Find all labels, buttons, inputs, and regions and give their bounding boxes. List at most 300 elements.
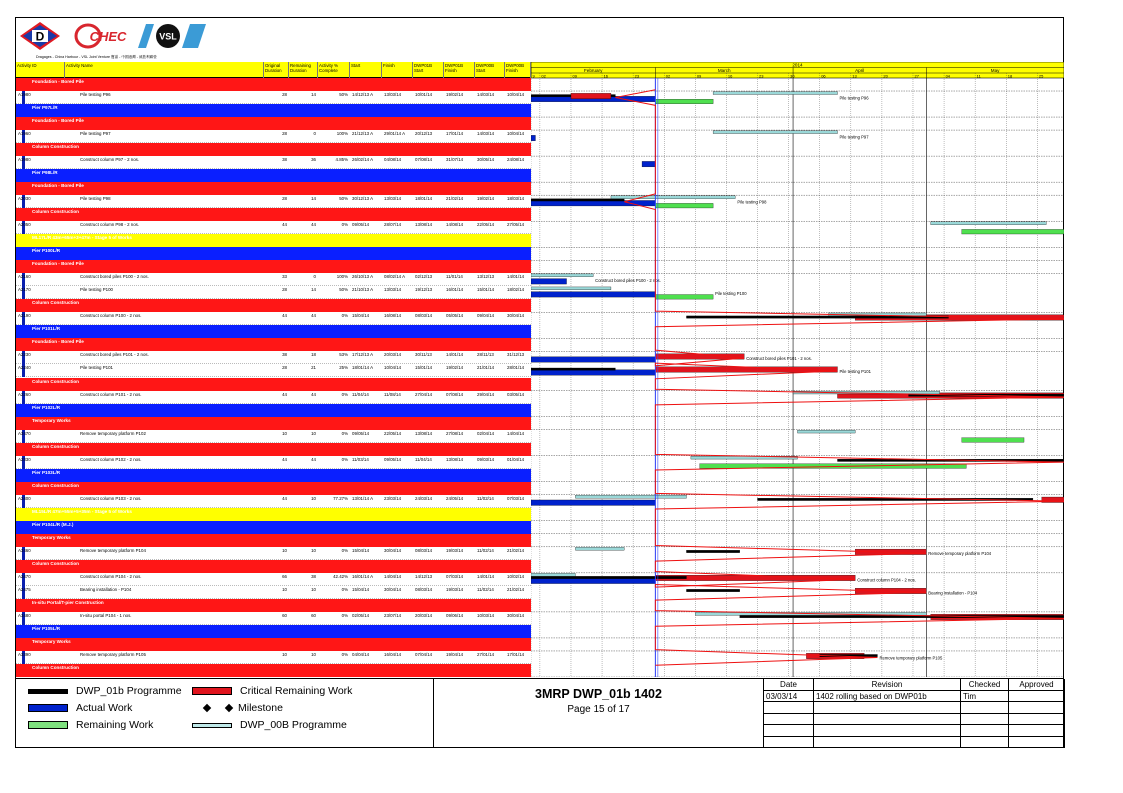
work-group-band[interactable] <box>16 143 531 156</box>
cell-rd: 21 <box>311 365 316 371</box>
pier-band[interactable] <box>16 404 531 417</box>
bar-dwp00b <box>611 196 735 199</box>
bar-label: Construct bored piles P101 - 2 nos. <box>746 355 812 361</box>
bar-dwp00b <box>798 430 856 433</box>
band-label: Column Construction <box>32 209 79 215</box>
work-group-band[interactable] <box>16 443 531 456</box>
cell-od: 33 <box>282 274 287 280</box>
timescale-week: 20 <box>883 73 888 79</box>
bar-dwp00b <box>713 92 837 95</box>
cell-f0: 17/01/14 <box>507 651 525 657</box>
cell-s0: 21/01/14 <box>477 365 495 371</box>
cell-s1: 13/08/14 <box>415 430 433 436</box>
cell-od: 44 <box>282 391 287 397</box>
pier-band[interactable] <box>16 521 531 534</box>
band-label: Foundation - Bored Pile <box>32 183 84 189</box>
cell-id: A2050 <box>18 222 31 228</box>
cell-name: Pile testing P100 <box>80 287 113 293</box>
cell-start: 09/05/14 <box>352 222 370 228</box>
timescale-week: 27 <box>914 73 919 79</box>
bar-label: Pile testing P101 <box>839 368 871 374</box>
col-header-dwp00b-start[interactable]: DWP00B Start <box>475 62 505 78</box>
cell-name: Construct column P102 - 2 nos. <box>80 456 142 462</box>
bar-actual <box>531 500 655 505</box>
activity-row[interactable] <box>16 351 531 364</box>
activity-row[interactable] <box>16 573 531 586</box>
cell-f0: 01/04/14 <box>507 456 525 462</box>
cell-s1: 13/08/14 <box>415 222 433 228</box>
band-label: Pier P98L/R <box>32 170 58 176</box>
cell-f1: 17/01/14 <box>446 131 464 137</box>
activity-row[interactable] <box>16 612 531 625</box>
band-label: Foundation - Bored Pile <box>32 339 84 345</box>
cell-f0: 10/04/14 <box>507 92 525 98</box>
revision-header-cell: Approved <box>1009 679 1065 691</box>
bar-actual <box>642 161 655 166</box>
cell-name: Construct column P98 - 2 nos. <box>80 222 140 228</box>
cell-rd: 14 <box>311 92 316 98</box>
revision-cell <box>961 737 1009 749</box>
legend <box>16 678 434 748</box>
legend-programme-label: DWP_01b Programme <box>76 685 182 697</box>
work-group-band[interactable] <box>16 560 531 573</box>
bar-programme <box>686 589 739 591</box>
cell-s1: 20/12/13 <box>415 131 433 137</box>
bar-actual <box>531 357 655 362</box>
cell-name: Construct column P100 - 2 nos. <box>80 313 142 319</box>
col-header-dwp01b-start[interactable]: DWP01B Start <box>413 62 444 78</box>
work-group-band[interactable] <box>16 638 531 651</box>
legend-remaining <box>28 719 153 731</box>
cell-f0: 31/12/13 <box>507 352 525 358</box>
bar-label: Construct column P104 - 2 nos. <box>857 577 916 583</box>
logo-caption: Dragages - China Harbour - VSL Joint Venture 寶嘉 - 中國港灣 - 威胜利聯營 <box>36 55 157 59</box>
cell-s1: 10/01/14 <box>415 92 433 98</box>
cell-s1: 24/03/14 <box>415 495 433 501</box>
activity-row[interactable] <box>16 430 531 443</box>
bar-label: Pile testing P100 <box>715 290 747 296</box>
cell-s0: 13/12/13 <box>477 274 495 280</box>
gantt-svg <box>531 62 1064 677</box>
legend-dwp00b-label: DWP_00B Programme <box>240 719 347 731</box>
bar-label: Pile testing P98 <box>737 199 767 205</box>
activity-row[interactable] <box>16 547 531 560</box>
col-header-activity-id[interactable]: Activity ID <box>16 62 65 78</box>
cell-finish: 30/04/14 <box>384 586 402 592</box>
timescale-week: 06 <box>821 73 826 79</box>
band-label: Column Construction <box>32 560 79 566</box>
cell-od: 44 <box>282 495 287 501</box>
pier-band[interactable] <box>16 247 531 260</box>
work-group-band[interactable] <box>16 482 531 495</box>
cell-s0: 27/01/14 <box>477 651 495 657</box>
bar-dwp00b <box>575 495 686 498</box>
activity-row[interactable] <box>16 156 531 169</box>
cell-rd: 44 <box>311 456 316 462</box>
cell-od: 28 <box>282 196 287 202</box>
cell-finish: 13/03/14 <box>384 287 402 293</box>
revision-table <box>763 678 1064 748</box>
revision-cell <box>814 725 961 737</box>
legend-milestone <box>198 702 283 714</box>
cell-od: 10 <box>282 430 287 436</box>
col-header-activity-name[interactable]: Activity Name <box>65 62 264 78</box>
col-header-dwp01b-finish[interactable]: DWP01B Finish <box>444 62 475 78</box>
band-label: Column Construction <box>32 482 79 488</box>
col-header-remaining-duration[interactable]: Remaining Duration <box>289 62 318 78</box>
cell-s0: 14/03/14 <box>477 131 495 137</box>
cell-f0: 30/04/14 <box>507 313 525 319</box>
cell-s1: 30/11/13 <box>415 352 432 358</box>
band-label: Column Construction <box>32 443 79 449</box>
bar-dwp00b <box>531 573 575 576</box>
cell-od: 28 <box>282 287 287 293</box>
band-label: Column Construction <box>32 378 79 384</box>
col-header-dwp00b-finish[interactable]: DWP00B Finish <box>505 62 531 78</box>
revision-cell <box>1009 737 1065 749</box>
cell-s1: 14/12/13 <box>415 573 433 579</box>
activity-row[interactable] <box>16 221 531 234</box>
cell-finish: 11/08/14 <box>384 391 401 397</box>
cell-id: A2240 <box>18 365 31 371</box>
cell-start: 16/01/14 A <box>352 573 373 579</box>
cell-s0: 15/01/14 <box>477 287 495 293</box>
band-label: Pier P104L/R (M.J.) <box>32 521 74 527</box>
cell-s0: 14/03/14 <box>477 92 495 98</box>
band-label: ML15L/R 47m+55m+5+35m - Stage 5 of Works <box>32 508 132 514</box>
cell-start: 02/05/14 <box>352 612 370 618</box>
revision-cell <box>1009 702 1065 714</box>
cell-f0: 10/02/14 <box>507 573 525 579</box>
cell-finish: 09/05/14 <box>384 456 402 462</box>
cell-f1: 09/06/14 <box>446 612 464 618</box>
activity-row[interactable] <box>16 495 531 508</box>
work-group-band[interactable] <box>16 182 531 195</box>
pier-band[interactable] <box>16 625 531 638</box>
col-header-start[interactable]: Start <box>350 62 382 78</box>
revision-cell <box>814 714 961 726</box>
bar-actual <box>531 135 535 140</box>
revision-cell: 1402 rolling based on DWP01b <box>814 691 961 703</box>
band-label: Pier P100L/R <box>32 248 61 254</box>
activity-row[interactable] <box>16 312 531 325</box>
cell-s1: 18/01/14 <box>415 196 433 202</box>
activity-row[interactable] <box>16 195 531 208</box>
cell-od: 28 <box>282 92 287 98</box>
cell-s1: 20/03/14 <box>415 612 433 618</box>
legend-actual-swatch <box>28 704 68 712</box>
cell-f0: 14/01/14 <box>507 274 525 280</box>
cell-od: 44 <box>282 313 287 319</box>
pier-band[interactable] <box>16 104 531 117</box>
timescale-month: May <box>990 68 1000 73</box>
work-group-band[interactable] <box>16 260 531 273</box>
work-group-band[interactable] <box>16 208 531 221</box>
timescale-week: 16 <box>727 73 733 79</box>
cell-id: A3480 <box>18 612 31 618</box>
band-label: Temporary Works <box>32 638 71 644</box>
cell-f0: 24/08/14 <box>507 157 525 163</box>
cell-name: Pile testing P101 <box>80 365 113 371</box>
milestone-diamond-icon-2 <box>225 704 233 712</box>
bar-label: Remove temporary platform P105 <box>879 655 943 661</box>
activity-row[interactable] <box>16 91 531 104</box>
cell-od: 28 <box>282 365 287 371</box>
work-group-band[interactable] <box>16 78 531 91</box>
work-group-band[interactable] <box>16 417 531 430</box>
cell-f0: 27/05/14 <box>507 222 525 228</box>
cell-s1: 27/04/14 <box>415 391 433 397</box>
cell-id: A1980 <box>18 92 31 98</box>
table-body <box>16 78 531 677</box>
cell-od: 28 <box>282 131 287 137</box>
work-group-band[interactable] <box>16 117 531 130</box>
activity-row[interactable] <box>16 273 531 286</box>
cell-s1: 19/12/13 <box>415 287 433 293</box>
cell-rd: 18 <box>311 352 316 358</box>
cell-start: 18/01/14 A <box>352 365 373 371</box>
pier-band[interactable] <box>16 325 531 338</box>
revision-cell <box>814 737 961 749</box>
bar-actual <box>531 370 655 375</box>
legend-critical <box>192 685 352 697</box>
col-header-percent-complete[interactable]: Activity % Complete <box>318 62 350 78</box>
work-group-band[interactable] <box>16 664 531 677</box>
cell-f1: 19/03/14 <box>446 586 464 592</box>
cell-od: 10 <box>282 651 287 657</box>
work-group-band[interactable] <box>16 338 531 351</box>
band-label: Column Construction <box>32 300 79 306</box>
cell-od: 44 <box>282 456 287 462</box>
cell-f1: 11/01/14 <box>446 274 463 280</box>
bar-label: Pile testing P97 <box>839 134 869 140</box>
bar-label: Construct bored piles P100 - 2 nos. <box>595 277 661 283</box>
cell-rd: 14 <box>311 287 316 293</box>
activity-row[interactable] <box>16 286 531 299</box>
cell-finish: 14/04/14 <box>384 573 402 579</box>
legend-critical-label: Critical Remaining Work <box>240 685 353 697</box>
cell-pc: 50% <box>339 287 348 293</box>
cell-start: 09/05/14 <box>352 430 370 436</box>
activity-row[interactable] <box>16 586 531 599</box>
cell-start: 15/04/14 <box>352 547 370 553</box>
band-label: Temporary Works <box>32 417 71 423</box>
stage-band[interactable] <box>16 508 531 521</box>
logo-strip <box>16 18 526 62</box>
legend-dwp00b-swatch <box>192 723 232 728</box>
cell-pc: 0% <box>341 430 348 436</box>
cell-start: 11/03/14 <box>352 456 369 462</box>
revision-header-cell: Date <box>764 679 814 691</box>
col-header-finish[interactable]: Finish <box>382 62 413 78</box>
cell-start: 13/01/14 A <box>352 495 373 501</box>
bar-actual <box>531 578 655 583</box>
stage-band[interactable] <box>16 234 531 247</box>
cell-finish: 23/07/14 <box>384 612 402 618</box>
cell-finish: 23/03/14 <box>384 495 402 501</box>
cell-rd: 10 <box>311 586 316 592</box>
cell-pc: 0% <box>341 547 348 553</box>
work-group-band[interactable] <box>16 299 531 312</box>
bar-actual <box>531 292 655 297</box>
bar-remaining <box>655 99 713 104</box>
legend-actual-label: Actual Work <box>76 702 133 714</box>
legend-dwp00b <box>192 719 347 731</box>
timescale-month: February <box>583 68 603 73</box>
cell-s0: 14/01/14 <box>477 573 495 579</box>
bar-programme <box>531 368 615 370</box>
cell-start: 26/02/14 A <box>352 157 373 163</box>
band-label: Foundation - Bored Pile <box>32 261 84 267</box>
cell-s1: 11/04/14 <box>415 456 432 462</box>
cell-rd: 0 <box>313 274 316 280</box>
cell-name: Remove temporary platform P102 <box>80 430 146 436</box>
activity-row[interactable] <box>16 364 531 377</box>
cell-id: A2230 <box>18 352 31 358</box>
activity-row[interactable] <box>16 130 531 143</box>
pier-band[interactable] <box>16 169 531 182</box>
cell-finish: 29/01/14 A <box>384 131 405 137</box>
revision-row <box>764 725 1065 737</box>
gantt-chart <box>531 62 1064 677</box>
cell-s1: 07/04/14 <box>415 651 433 657</box>
cell-finish: 04/08/14 <box>384 157 402 163</box>
cell-rd: 10 <box>311 547 316 553</box>
timescale-week: 13 <box>852 73 857 79</box>
cell-id: A1980 <box>18 157 31 163</box>
revision-row <box>764 737 1065 749</box>
band-label: Pier P103L/R <box>32 469 61 475</box>
cell-start: 15/04/14 <box>352 586 370 592</box>
cell-f0: 28/01/14 <box>507 365 525 371</box>
vsl-logo <box>136 22 206 50</box>
chec-logo <box>74 23 132 49</box>
cell-f0: 18/03/14 <box>507 196 525 202</box>
cell-f1: 21/02/14 <box>446 196 464 202</box>
timescale-year: 2014 <box>792 62 803 68</box>
cell-name: In-situ portal P104 - 1 nos. <box>80 612 132 618</box>
cell-start: 15/04/14 <box>352 313 370 319</box>
band-label: Temporary Works <box>32 534 71 540</box>
work-group-band[interactable] <box>16 378 531 391</box>
cell-id: A2260 <box>18 391 31 397</box>
cell-finish: 20/03/14 <box>384 352 402 358</box>
cell-finish: 10/04/14 <box>384 365 402 371</box>
bar-dwp00b <box>575 547 624 550</box>
revision-row <box>764 714 1065 726</box>
dragages-logo <box>20 22 60 50</box>
cell-start: 26/10/13 A <box>352 274 373 280</box>
cell-s1: 08/03/14 <box>415 586 433 592</box>
cell-id: A2190 <box>18 313 31 319</box>
cell-f1: 07/03/14 <box>446 573 464 579</box>
cell-f0: 07/03/14 <box>507 495 525 501</box>
timescale-week: 30 <box>790 73 795 79</box>
cell-id: A3470 <box>18 430 31 436</box>
band-label: In-situ Portal/T-pier Construction <box>32 599 104 605</box>
cell-s0: 02/04/14 <box>477 430 495 436</box>
cell-s0: 09/03/14 <box>477 456 495 462</box>
timescale-week: 23 <box>759 73 764 79</box>
cell-name: Construct column P103 - 2 nos. <box>80 495 142 501</box>
cell-pc: 0% <box>341 612 348 618</box>
cell-od: 10 <box>282 547 287 553</box>
legend-remaining-label: Remaining Work <box>76 719 154 731</box>
title-block <box>434 678 763 748</box>
cell-start: 21/12/13 A <box>352 131 373 137</box>
cell-rd: 44 <box>311 391 316 397</box>
legend-critical-swatch <box>192 687 232 695</box>
pier-band[interactable] <box>16 469 531 482</box>
cell-name: Pile testing P97 <box>80 131 111 137</box>
cell-id: A2330 <box>18 456 31 462</box>
cell-f0: 21/02/14 <box>507 547 525 553</box>
bar-label: Pile testing P96 <box>839 95 869 101</box>
cell-pc: 77.27% <box>333 495 348 501</box>
bar-remaining <box>655 295 713 300</box>
cell-id: A1960 <box>18 131 31 137</box>
cell-f0: 10/04/14 <box>507 131 525 137</box>
cell-pc: 53% <box>339 352 348 358</box>
revision-cell <box>1009 725 1065 737</box>
cell-f1: 13/08/14 <box>446 456 464 462</box>
cell-s0: 30/05/14 <box>477 157 495 163</box>
cell-rd: 38 <box>311 573 316 579</box>
band-label: Pier P105L/R <box>32 625 61 631</box>
bar-label: Remove temporary platform P104 <box>928 551 992 557</box>
bar-remaining <box>655 203 713 208</box>
cell-name: Remove temporary platform P104 <box>80 547 146 553</box>
cell-name: Construct bored piles P101 - 2 nos. <box>80 352 149 358</box>
cell-f0: 03/05/14 <box>507 391 525 397</box>
band-label: Pier P102L/R <box>32 404 61 410</box>
bar-dwp00b <box>531 274 593 277</box>
legend-remaining-swatch <box>28 721 68 729</box>
activity-row[interactable] <box>16 651 531 664</box>
timescale-week: 09 <box>572 73 577 79</box>
cell-finish: 28/07/14 <box>384 222 402 228</box>
cell-s0: 11/02/14 <box>477 495 494 501</box>
cell-name: Construct bored piles P100 - 2 nos. <box>80 274 149 280</box>
revision-cell <box>764 714 814 726</box>
cell-finish: 08/02/14 A <box>384 274 405 280</box>
work-group-band[interactable] <box>16 599 531 612</box>
col-header-original-duration[interactable]: Original Duration <box>264 62 289 78</box>
cell-pc: 100% <box>336 274 348 280</box>
cell-s1: 02/12/13 <box>415 274 433 280</box>
timescale-week: 02 <box>665 73 671 79</box>
bar-programme <box>686 550 739 552</box>
activity-row[interactable] <box>16 391 531 404</box>
cell-s1: 08/03/14 <box>415 547 433 553</box>
activity-row[interactable] <box>16 456 531 469</box>
cell-pc: 0% <box>341 222 348 228</box>
cell-s0: 22/05/14 <box>477 222 495 228</box>
timescale-week: 16 <box>603 73 609 79</box>
revision-cell <box>764 702 814 714</box>
timescale-week: 9 <box>532 73 535 79</box>
legend-programme-swatch <box>28 689 68 694</box>
cell-start: 11/04/14 <box>352 391 369 397</box>
cell-pc: 0% <box>341 391 348 397</box>
cell-s0: 19/02/14 <box>477 196 495 202</box>
bar-remaining <box>962 438 1024 443</box>
revision-header-cell: Checked <box>961 679 1009 691</box>
work-group-band[interactable] <box>16 534 531 547</box>
cell-rd: 44 <box>311 313 316 319</box>
cell-s0: 29/04/14 <box>477 391 495 397</box>
cell-finish: 16/04/14 <box>384 651 402 657</box>
